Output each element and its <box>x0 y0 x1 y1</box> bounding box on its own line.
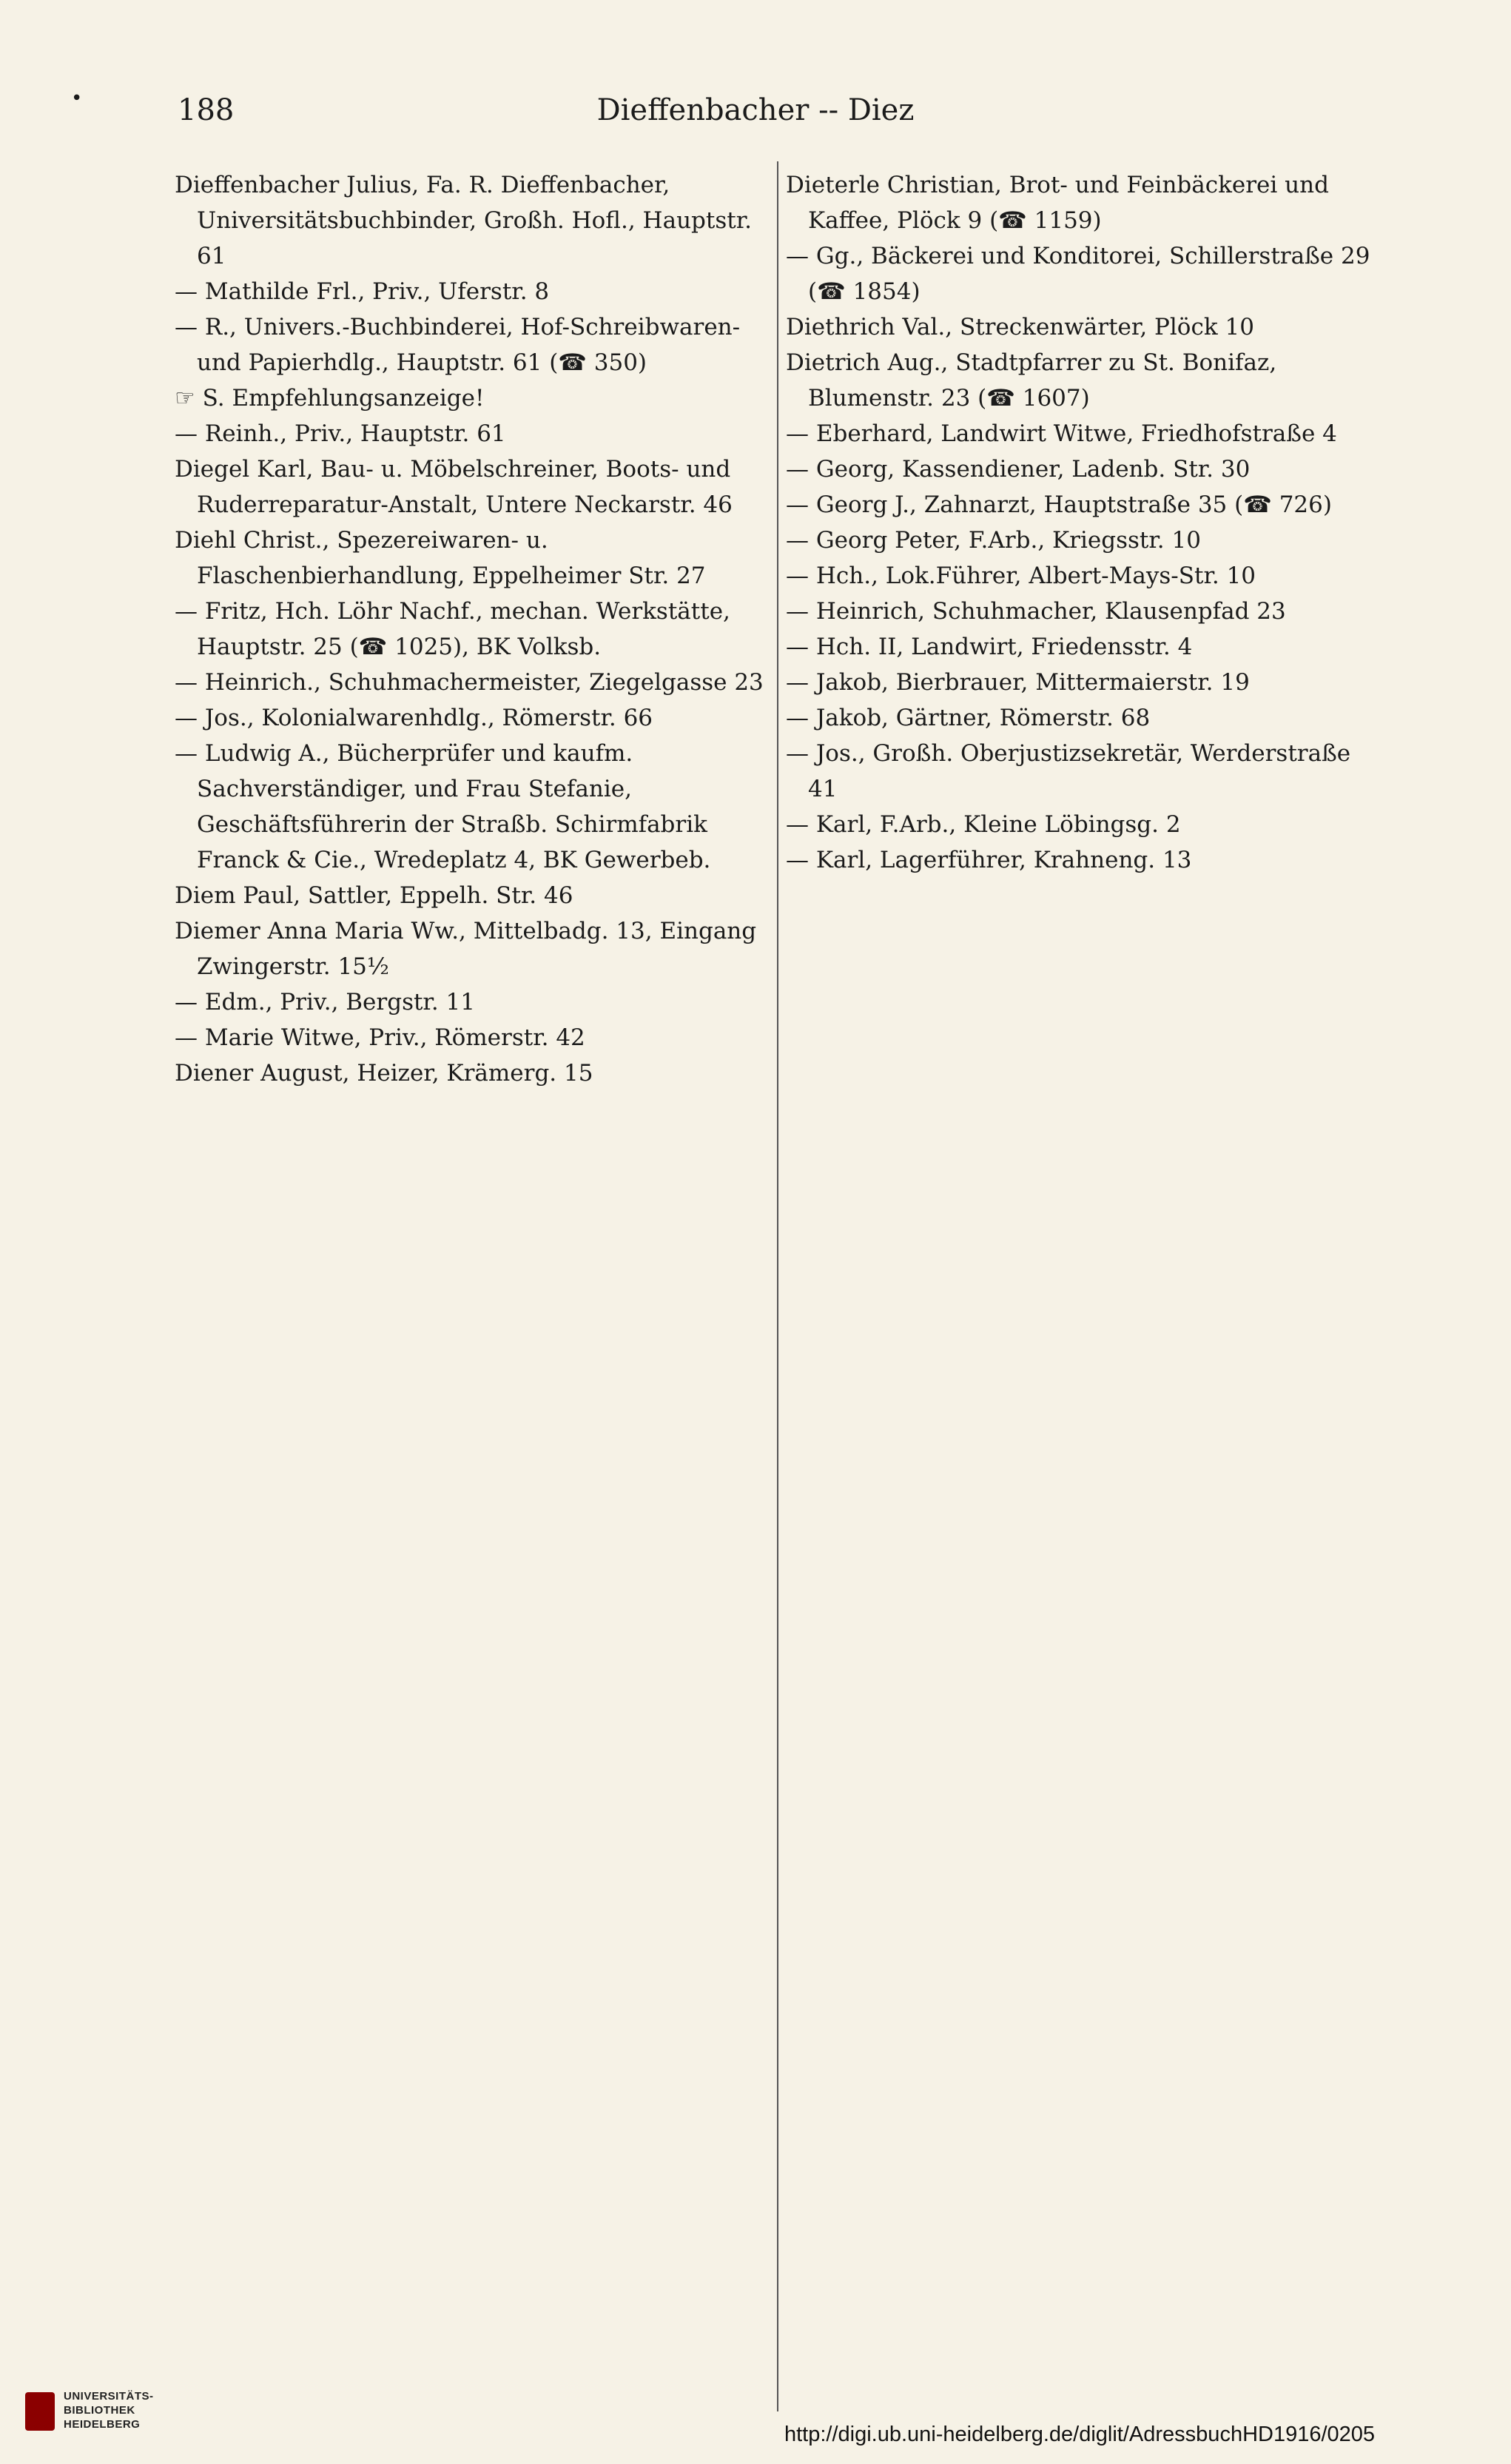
directory-entry: — Karl, Lagerführer, Krahneng. 13 <box>786 847 1192 873</box>
directory-entry: — Ludwig A., Bücherprüfer und kaufm. Sachverständiger, und Frau Stefanie, Geschäftsführerin der Straßb. Schirmfabrik Franck & Cie., Wredeplatz 4, BK Gewerbeb. <box>175 740 711 873</box>
directory-entry: — Hch., Lok.Führer, Albert-Mays-Str. 10 <box>786 563 1256 589</box>
library-line: HEIDELBERG <box>64 2418 141 2431</box>
directory-entry: — Georg, Kassendiener, Ladenb. Str. 30 <box>786 456 1251 483</box>
directory-entry: — Karl, F.Arb., Kleine Löbingsg. 2 <box>786 811 1181 838</box>
directory-entry: Dieterle Christian, Brot- und Feinbäckerei und Kaffee, Plöck 9 (☎ 1159) <box>786 172 1329 234</box>
directory-entry: Diener August, Heizer, Krämerg. 15 <box>175 1060 593 1087</box>
directory-entry: — Jos., Kolonialwarenhdlg., Römerstr. 66 <box>175 705 653 731</box>
directory-entry: — Jos., Großh. Oberjustizsekretär, Werderstraße 41 <box>786 740 1351 802</box>
directory-entry: ☞ S. Empfehlungsanzeige! <box>175 385 485 412</box>
directory-entry: — Fritz, Hch. Löhr Nachf., mechan. Werkstätte, Hauptstr. 25 (☎ 1025), BK Volksb. <box>175 598 730 660</box>
directory-entry: Diegel Karl, Bau- u. Möbelschreiner, Boots- und Ruderreparatur-Anstalt, Untere Neckarstr. 46 <box>175 456 733 518</box>
directory-entry: — Mathilde Frl., Priv., Uferstr. 8 <box>175 278 550 305</box>
directory-entry: — Heinrich., Schuhmachermeister, Ziegelgasse 23 <box>175 669 764 696</box>
library-line: UNIVERSITÄTS- <box>64 2390 154 2403</box>
directory-entry: Diemer Anna Maria Ww., Mittelbadg. 13, Eingang Zwingerstr. 15½ <box>175 918 757 980</box>
header-mark: • <box>71 87 83 110</box>
directory-entry: — Jakob, Gärtner, Römerstr. 68 <box>786 705 1151 731</box>
directory-entry: — Eberhard, Landwirt Witwe, Friedhofstraße 4 <box>786 420 1337 447</box>
directory-entry: Diem Paul, Sattler, Eppelh. Str. 46 <box>175 882 573 909</box>
left-column <box>175 167 767 1091</box>
directory-entry: — Georg Peter, F.Arb., Kriegsstr. 10 <box>786 527 1201 554</box>
directory-entry: — R., Univers.-Buchbinderei, Hof-Schreibwaren- und Papierhdlg., Hauptstr. 61 (☎ 350) <box>175 314 741 376</box>
directory-entry: — Jakob, Bierbrauer, Mittermaierstr. 19 <box>786 669 1250 696</box>
directory-entry: Diehl Christ., Spezereiwaren- u. Flaschenbierhandlung, Eppelheimer Str. 27 <box>175 527 706 589</box>
directory-entry: Diethrich Val., Streckenwärter, Plöck 10 <box>786 314 1254 340</box>
directory-entry: — Gg., Bäckerei und Konditorei, Schillerstraße 29 (☎ 1854) <box>786 243 1370 305</box>
source-url[interactable]: http://digi.ub.uni-heidelberg.de/diglit/AdressbuchHD1916/0205 <box>784 2423 1376 2446</box>
directory-entry: — Reinh., Priv., Hauptstr. 61 <box>175 420 506 447</box>
library-seal-icon <box>25 2392 55 2431</box>
directory-entry: — Hch. II, Landwirt, Friedensstr. 4 <box>786 634 1193 660</box>
directory-entry: Dietrich Aug., Stadtpfarrer zu St. Bonifaz, Blumenstr. 23 (☎ 1607) <box>786 349 1277 412</box>
directory-entry: Dieffenbacher Julius, Fa. R. Dieffenbacher, Universitätsbuchbinder, Großh. Hofl., Hauptstr. 61 <box>175 172 752 269</box>
library-logo <box>25 2386 181 2438</box>
library-name <box>64 2389 154 2431</box>
library-line: BIBLIOTHEK <box>64 2404 135 2417</box>
column-divider <box>777 161 778 2411</box>
directory-entry: — Heinrich, Schuhmacher, Klausenpfad 23 <box>786 598 1286 625</box>
directory-entry: — Marie Witwe, Priv., Römerstr. 42 <box>175 1024 585 1051</box>
right-column <box>786 167 1378 878</box>
directory-entry: — Georg J., Zahnarzt, Hauptstraße 35 (☎ 726) <box>786 491 1332 518</box>
directory-entry: — Edm., Priv., Bergstr. 11 <box>175 989 475 1016</box>
running-head: Dieffenbacher -- Diez <box>596 93 915 127</box>
page-number: 188 <box>178 93 235 127</box>
